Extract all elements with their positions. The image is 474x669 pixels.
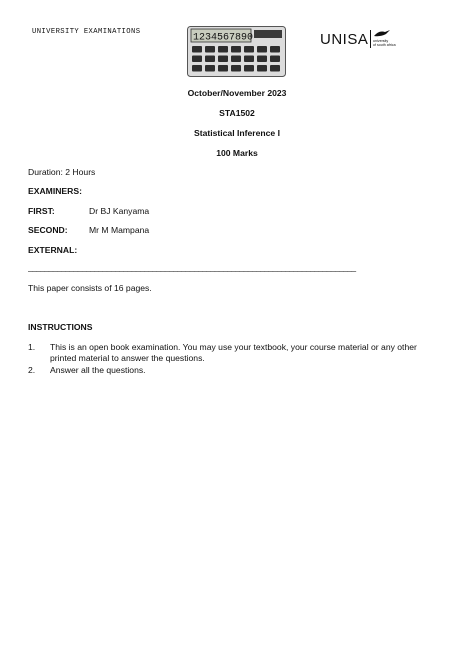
calculator-key	[244, 46, 254, 53]
calculator-key	[270, 46, 280, 53]
calculator-key	[244, 65, 254, 72]
first-examiner-label: FIRST:	[28, 206, 55, 216]
calculator-key	[270, 56, 280, 63]
calculator-key	[218, 65, 228, 72]
instruction-text-2: Answer all the questions.	[50, 365, 146, 375]
separator-line: _______________________________________________________________________________	[28, 263, 356, 272]
calculator-key	[257, 56, 267, 63]
course-title: Statistical Inference I	[194, 128, 280, 138]
calculator-key	[218, 56, 228, 63]
logo-divider	[370, 30, 371, 48]
total-marks: 100 Marks	[216, 148, 258, 158]
calculator-key	[257, 46, 267, 53]
calculator-key	[192, 46, 202, 53]
calculator-key	[231, 65, 241, 72]
calculator-key	[244, 56, 254, 63]
instructions-heading: INSTRUCTIONS	[28, 322, 93, 332]
course-code: STA1502	[219, 108, 255, 118]
examiners-heading: EXAMINERS:	[28, 186, 82, 196]
instruction-text-1-line2: printed material to answer the questions.	[50, 353, 205, 363]
logo-tagline-2: of south africa	[373, 43, 396, 47]
pages-note: This paper consists of 16 pages.	[28, 283, 152, 293]
external-examiner-label: EXTERNAL:	[28, 245, 78, 255]
instruction-text-1-line1: This is an open book examination. You may use your textbook, your course material or any other	[50, 342, 417, 352]
calculator-key	[231, 56, 241, 63]
logo-bird-icon	[373, 29, 391, 38]
calculator-icon	[187, 26, 286, 77]
calculator-key	[218, 46, 228, 53]
calculator-key	[205, 46, 215, 53]
logo-text: UNISA	[320, 31, 369, 48]
calculator-key	[205, 65, 215, 72]
university-examinations-label: UNIVERSITY EXAMINATIONS	[32, 28, 141, 36]
unisa-logo	[320, 28, 400, 50]
calculator-key	[205, 56, 215, 63]
duration: Duration: 2 Hours	[28, 167, 96, 177]
calculator-key	[270, 65, 280, 72]
instruction-number-1: 1.	[28, 342, 36, 352]
calculator-key	[192, 65, 202, 72]
instruction-number-2: 2.	[28, 365, 36, 375]
calculator-key	[231, 46, 241, 53]
calculator-key	[257, 65, 267, 72]
second-examiner-label: SECOND:	[28, 225, 68, 235]
logo-tagline-1: university	[373, 39, 389, 43]
first-examiner-name: Dr BJ Kanyama	[89, 206, 150, 216]
second-examiner-name: Mr M Mampana	[89, 225, 150, 235]
exam-period: October/November 2023	[187, 88, 287, 98]
calculator-display-text: 1234567890	[193, 32, 254, 44]
calculator-key	[192, 56, 202, 63]
